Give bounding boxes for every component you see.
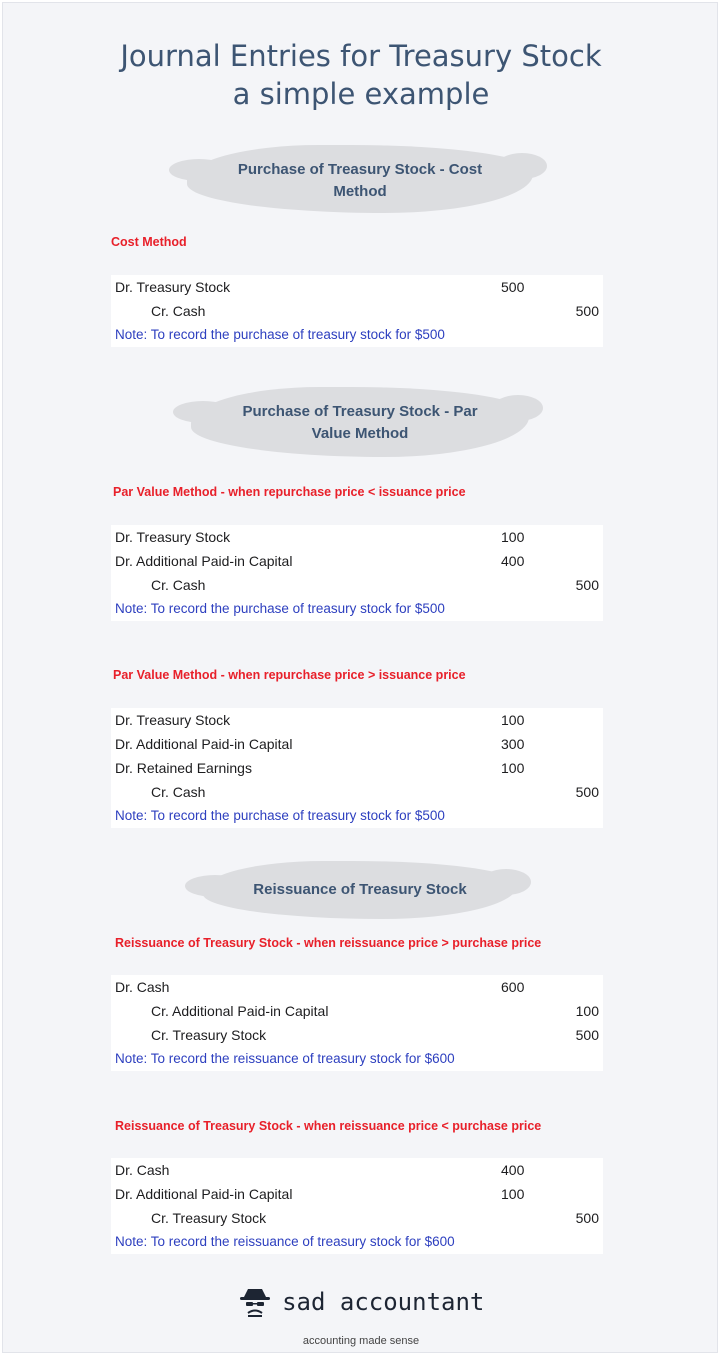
journal-row (111, 1182, 603, 1206)
journal-row (111, 780, 603, 804)
section-title-line: Reissuance of Treasury Stock (253, 881, 467, 898)
note-text: Note: To record the purchase of treasury stock for $500 (115, 808, 445, 823)
credit-amount: 500 (575, 1027, 599, 1043)
journal-row (111, 573, 603, 597)
entry-label: Reissuance of Treasury Stock - when reissuance price > purchase price (115, 936, 542, 950)
account-name: Dr. Treasury Stock (115, 712, 231, 728)
journal-row (111, 525, 603, 549)
brand-tagline: accounting made sense (302, 1335, 420, 1347)
account-name: Cr. Cash (151, 784, 206, 800)
journal-row (111, 1206, 603, 1230)
entry-label: Par Value Method - when repurchase price < issuance price (113, 485, 466, 499)
journal-row (111, 299, 603, 323)
debit-amount: 600 (501, 979, 525, 995)
account-name: Cr. Treasury Stock (151, 1027, 267, 1043)
journal-entry-box (111, 975, 603, 1071)
journal-row (111, 708, 603, 732)
account-name: Dr. Treasury Stock (115, 279, 231, 295)
entry-note (111, 1047, 603, 1071)
credit-amount: 100 (575, 1003, 599, 1019)
credit-amount: 500 (575, 1210, 599, 1226)
section-title-line: Method (333, 183, 387, 200)
journal-row (111, 732, 603, 756)
section-title-line: Value Method (311, 425, 409, 442)
entry-label: Cost Method (111, 235, 187, 249)
debit-amount: 400 (501, 553, 525, 569)
entry-note (111, 804, 603, 828)
account-name: Dr. Additional Paid-in Capital (115, 736, 293, 752)
account-name: Cr. Cash (151, 577, 206, 593)
journal-entry-box (111, 708, 603, 828)
credit-amount: 500 (575, 303, 599, 319)
section-title-reissuance (203, 879, 517, 901)
entry-note (111, 597, 603, 621)
debit-amount: 400 (501, 1162, 525, 1178)
account-name: Dr. Cash (115, 979, 170, 995)
page-title-line1: Journal Entries for Treasury Stock (120, 39, 602, 73)
entry-label: Reissuance of Treasury Stock - when reissuance price < purchase price (115, 1119, 542, 1133)
journal-row (111, 756, 603, 780)
account-name: Dr. Treasury Stock (115, 529, 231, 545)
account-name: Dr. Additional Paid-in Capital (115, 1186, 293, 1202)
section-title-line: Purchase of Treasury Stock - Par (242, 403, 478, 420)
note-text: Note: To record the purchase of treasury stock for $500 (115, 327, 445, 342)
note-text: Note: To record the reissuance of treasury stock for $600 (115, 1234, 455, 1249)
brand-logo (3, 1285, 719, 1319)
debit-amount: 100 (501, 529, 525, 545)
brand-name: sad accountant (282, 1288, 485, 1316)
credit-amount: 500 (575, 784, 599, 800)
journal-row (111, 275, 603, 299)
debit-amount: 100 (501, 760, 525, 776)
note-text: Note: To record the reissuance of treasury stock for $600 (115, 1051, 455, 1066)
sad-detective-face-icon (238, 1285, 272, 1319)
account-name: Dr. Retained Earnings (115, 760, 252, 776)
journal-row (111, 1023, 603, 1047)
entry-label: Par Value Method - when repurchase price > issuance price (113, 668, 466, 682)
debit-amount: 500 (501, 279, 525, 295)
journal-row (111, 549, 603, 573)
account-name: Cr. Additional Paid-in Capital (151, 1003, 329, 1019)
debit-amount: 100 (501, 1186, 525, 1202)
section-title-cost (187, 159, 533, 203)
account-name: Cr. Treasury Stock (151, 1210, 267, 1226)
debit-amount: 300 (501, 736, 525, 752)
journal-row (111, 1158, 603, 1182)
journal-entry-box (111, 275, 603, 347)
infographic-page (2, 2, 718, 1353)
journal-entry-box (111, 525, 603, 621)
note-text: Note: To record the purchase of treasury stock for $500 (115, 601, 445, 616)
section-title-line: Purchase of Treasury Stock - Cost (237, 161, 483, 178)
journal-entry-box (111, 1158, 603, 1254)
credit-amount: 500 (575, 577, 599, 593)
debit-amount: 100 (501, 712, 525, 728)
section-title-par (191, 401, 529, 445)
account-name: Dr. Cash (115, 1162, 170, 1178)
journal-row (111, 975, 603, 999)
journal-row (111, 999, 603, 1023)
entry-note (111, 323, 603, 347)
account-name: Cr. Cash (151, 303, 206, 319)
entry-note (111, 1230, 603, 1254)
account-name: Dr. Additional Paid-in Capital (115, 553, 293, 569)
page-title-line2: a simple example (232, 77, 490, 111)
